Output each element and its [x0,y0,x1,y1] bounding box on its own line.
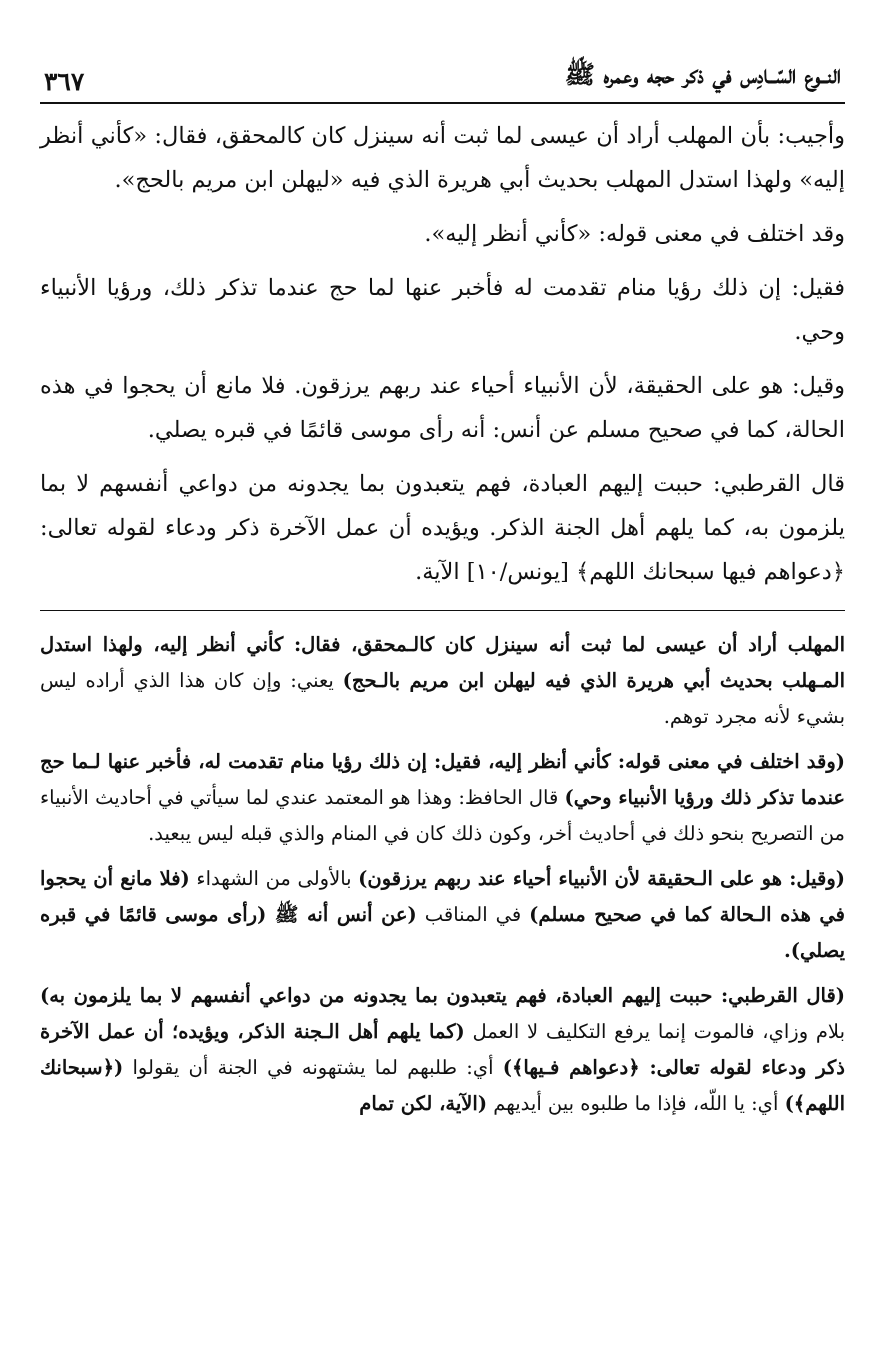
main-paragraph: قال القرطبي: حببت إليهم العبادة، فهم يتعبدون بما يجدونه من دواعي أنفسهم لا بما يلزمون به، كما يلهم أهل الجنة الذكر. ويؤيده أن عمل الآخرة ذكر ودعاء لقوله تعالى: ﴿دعواهم فيها سبحانك اللهم﴾ [يونس/١٠] الآية. [40,471,845,585]
commentary-paragraph [40,978,845,1122]
commentary-section [40,627,845,1122]
quoted-text: (فلا مانع أن يحجوا في هذه الـحالة كما في صحيح مسلم) [40,867,845,926]
running-title: النــوع السّــادِس في ذكر حجه وعمره ﷺ [564,60,841,89]
main-text [40,104,845,594]
quoted-text: (قال القرطبي: حببت إليهم العبادة، فهم يتعبدون بما يجدونه من دواعي أنفسهم لا بما يلزمون به) [40,984,845,1007]
footnote-separator [40,610,845,611]
page-number: ٣٦٧ [44,67,85,96]
quoted-text: (﴿سبحانك اللهم﴾) [40,1056,845,1115]
main-paragraph: فقيل: إن ذلك رؤيا منام تقدمت له فأخبر عنها لما حج عندما تذكر ذلك، ورؤيا الأنبياء وحي. [40,275,845,345]
commentary-paragraph [40,861,845,969]
quoted-text: (كما يلهم أهل الـجنة الذكر، ويؤيده؛ أن عمل الآخرة ذكر ودعاء لقوله تعالى: ﴿دعواهم فـيها﴾) [40,1020,845,1079]
commentary-paragraph [40,744,845,852]
commentary-paragraph [40,627,845,735]
commentary-text: بلام وزاي، فالموت إنما يرفع التكليف لا العمل [464,1020,845,1043]
commentary-text: أي: يا اللّه، فإذا ما طلبوه بين أيديهم [487,1092,785,1115]
main-paragraph: وأجيب: بأن المهلب أراد أن عيسى لما ثبت أنه سينزل كان كالمحقق، فقال: «كأني أنظر إليه» ولهذا استدل المهلب بحديث أبي هريرة الذي فيه «ليهلن ابن مريم بالحج». [40,123,845,193]
quoted-text: (وقيل: هو على الـحقيقة لأن الأنبياء أحياء عند ربهم يرزقون) [358,867,846,890]
page-header [40,52,845,104]
commentary-text: في المناقب [416,903,530,926]
commentary-text: أي: طلبهم لما يشتهونه في الجنة أن يقولوا [123,1056,503,1079]
commentary-text: بالأولى من الشهداء [189,867,359,890]
quoted-text: (وقد اختلف في معنى قوله: كأني أنظر إليه، فقيل: إن ذلك رؤيا منام تقدمت له، فأخبر عنها لـما حج عندما تذكر ذلك ورؤيا الأنبياء وحي) [40,750,845,809]
main-paragraph: وقيل: هو على الحقيقة، لأن الأنبياء أحياء عند ربهم يرزقون. فلا مانع أن يحجوا في هذه الحالة، كما في صحيح مسلم عن أنس: أنه رأى موسى قائمًا في قبره يصلي. [40,373,845,443]
commentary-text: قال الحافظ: وهذا هو المعتمد عندي لما سيأتي في أحاديث الأنبياء من التصريح بنحو ذلك في أحاديث أخر، وكون ذلك كان في المنام والذي قبله ليس يبعيد. [40,786,845,845]
quoted-text: (الآية، لكن تمام [359,1092,488,1115]
main-paragraph: وقد اختلف في معنى قوله: «كأني أنظر إليه». [424,221,845,247]
quoted-text: المهلب أراد أن عيسى لما ثبت أنه سينزل كان كالـمحقق، فقال: كأني أنظر إليه، ولهذا استدل المـهلب بحديث أبي هريرة الذي فيه ليهلن ابن مريم بالـحج) [40,633,846,692]
commentary-text: يعني: وإن كان هذا الذي أراده ليس بشيء لأنه مجرد توهم. [40,669,845,728]
quoted-text: (عن أنس أنه ﷺ (رأى موسى قائمًا في قبره يصلي). [40,903,845,962]
